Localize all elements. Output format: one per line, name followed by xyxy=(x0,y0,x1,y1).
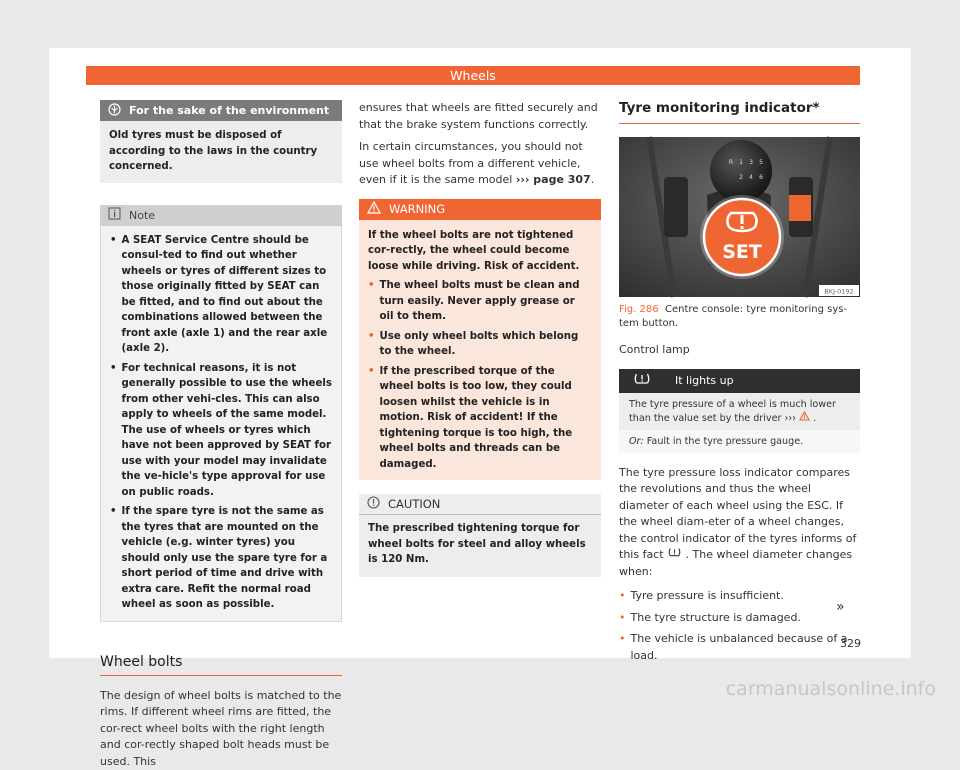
page-number: 329 xyxy=(840,637,861,650)
warning-triangle-icon xyxy=(799,413,813,424)
list-item: • The vehicle is unbalanced because of a load. xyxy=(619,631,860,664)
watermark: carmanualsonline.info xyxy=(726,678,936,700)
wheel-bolts-text: The design of wheel bolts is matched to the rims. If different wheel rims are fitted, the cor-rect wheel bolts with the right length and cor-rectly shaped bolt heads must be used. This xyxy=(100,688,342,770)
warning-box xyxy=(359,199,601,481)
console-illustration xyxy=(619,137,860,297)
caution-box-title: CAUTION xyxy=(388,497,440,511)
caution-box xyxy=(359,494,601,577)
control-lamp-table xyxy=(619,369,860,453)
control-lamp-label: Control lamp xyxy=(619,342,860,359)
wheel-bolts-title: Wheel bolts xyxy=(100,654,342,676)
tyre-monitor-title: Tyre monitoring indicator* xyxy=(619,100,860,124)
list-item: • For technical reasons, it is not generally possible to use the wheels from other vehi-cles. This can also apply to wheels of the same model. The use of wheels or tyres which have not been approved by SEAT for use with your model may invalidate the ve-hicle's type approval for use on public roads. xyxy=(110,361,332,501)
environment-box-title: For the sake of the environment xyxy=(129,104,329,117)
condition-list xyxy=(619,588,860,664)
control-lamp-header: It lights up xyxy=(619,369,860,393)
note-box-title: Note xyxy=(129,209,155,222)
svg-text:6: 6 xyxy=(759,174,763,181)
note-box xyxy=(100,205,342,622)
svg-text:R: R xyxy=(729,159,733,166)
tyre-pressure-warning-icon xyxy=(633,372,651,389)
note-box-body xyxy=(100,226,342,622)
control-lamp-row: The tyre pressure of a wheel is much lower than the value set by the driver ››› . xyxy=(619,393,860,430)
list-item: • Use only wheel bolts which belong to the wheel. xyxy=(368,329,592,360)
column-right xyxy=(619,100,860,664)
page-reference-link[interactable]: ››› page 307 xyxy=(516,173,591,186)
control-lamp-row: Or: Fault in the tyre pressure gauge. xyxy=(619,430,860,453)
list-item: • A SEAT Service Centre should be consul-ted to find out whether wheels or tyres of different sizes to those originally fitted by SEAT can be fitted, and to find out about the combinations allowed between the front axle (axle 1) and the rear axle (axle 2). xyxy=(110,233,332,357)
environment-box-header xyxy=(100,100,342,121)
list-item: • The tyre structure is damaged. xyxy=(619,610,860,627)
warning-box-header xyxy=(359,199,601,220)
svg-text:2: 2 xyxy=(739,174,743,181)
list-item: • The wheel bolts must be clean and turn easily. Never apply grease or oil to them. xyxy=(368,278,592,325)
page-header: Wheels xyxy=(86,66,860,85)
figure-caption: Fig. 286 Centre console: tyre monitoring sys-tem button. xyxy=(619,303,860,330)
warning-box-title: WARNING xyxy=(389,202,445,216)
figure-code: BKJ-0192 xyxy=(824,288,853,296)
environment-box-text: Old tyres must be disposed of according to the laws in the country concerned. xyxy=(100,121,342,183)
column-middle xyxy=(359,100,601,577)
svg-text:3: 3 xyxy=(749,159,753,166)
centre-console-figure xyxy=(619,137,860,297)
continue-mark: » xyxy=(836,599,845,615)
wheel-bolts-section xyxy=(100,654,342,770)
warning-triangle-icon xyxy=(367,201,381,217)
svg-text:1: 1 xyxy=(739,159,743,166)
paragraph: ensures that wheels are fitted securely and that the brake system functions correctly. xyxy=(359,100,601,133)
note-box-header xyxy=(100,205,342,226)
list-item: • Tyre pressure is insufficient. xyxy=(619,588,860,605)
leaf-icon xyxy=(108,103,121,119)
environment-box xyxy=(100,100,342,183)
svg-text:5: 5 xyxy=(759,159,763,166)
tyre-pressure-warning-icon xyxy=(667,548,686,561)
paragraph: In certain circumstances, you should not use wheel bolts from a different vehicle, even if it is the same model ››› page 307. xyxy=(359,139,601,189)
column-left xyxy=(100,100,342,770)
info-icon xyxy=(108,207,121,223)
list-item: • If the spare tyre is not the same as the tyres that are mounted on the vehicle (e.g. winter tyres) you should only use the spare tyre for a short period of time and drive with extra care. Refit the normal road wheel as soon as possible. xyxy=(110,504,332,613)
caution-box-header xyxy=(359,494,601,515)
paragraph: The tyre pressure loss indicator compares the revolutions and thus the wheel diameter of each wheel using the ESC. If the wheel diam-eter of a wheel changes, the control indicator of the tyres informs of this fact . The wheel diameter changes when: xyxy=(619,465,860,581)
list-item: • If the prescribed torque of the wheel bolts is too low, they could loosen whilst the vehicle is in motion. Risk of accident! If the tightening torque is too high, the wheel bolts and threads can be damaged. xyxy=(368,364,592,473)
caution-icon xyxy=(367,496,380,512)
caution-box-text: The prescribed tightening torque for wheel bolts for steel and alloy wheels is 120 Nm. xyxy=(359,515,601,577)
warning-box-body: If the wheel bolts are not tightened cor-rectly, the wheel could become loose while driving. Risk of accident. • The wheel bolts must be clean and turn easily. Never apply grease or oil to them. • Use only wheel bolts which belong to the wheel. • If the prescribed torque of the wheel bolts is too low, they could loosen whilst the vehicle is in motion. Risk of accident! If the tightening torque is too high, the wheel bolts and threads can be damaged. xyxy=(359,220,601,481)
svg-text:SET: SET xyxy=(722,241,762,263)
svg-text:4: 4 xyxy=(749,174,753,181)
